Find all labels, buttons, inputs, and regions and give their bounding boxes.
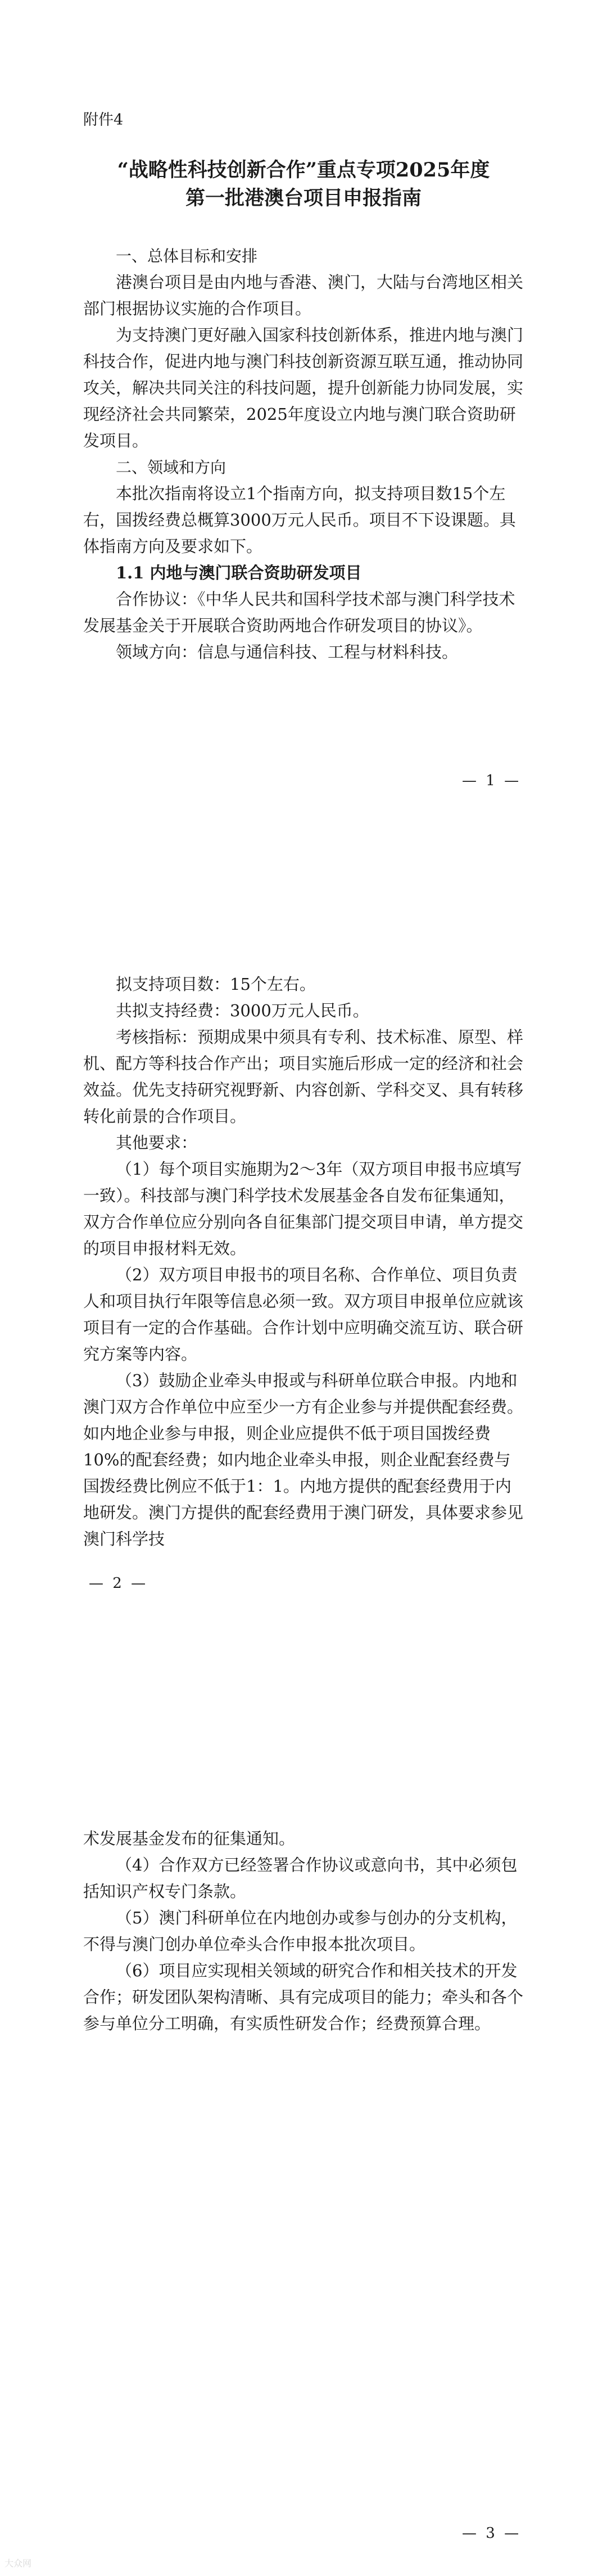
section-heading-1: 一、总体目标和安排 xyxy=(116,247,258,265)
title-line-1: “战略性科技创新合作”重点专项2025年度 xyxy=(117,159,490,182)
paragraph: 拟支持项目数：15个左右。 xyxy=(116,975,316,994)
paragraph: （3）鼓励企业牵头申报或与科研单位联合申报。内地和澳门双方合作单位中应至少一方有企业参与并提供配套经费。如内地企业参与申报，则企业应提供不低于项目国拨经费10%的配套经费；如内地企业牵头申报，则企业配套经费与国拨经费比例应不低于1：1。内地方提供的配套经费用于内地研发。澳门方提供的配套经费用于澳门研发，具体要求参见澳门科学技 xyxy=(83,1371,524,1549)
subsection-heading: 1.1 内地与澳门联合资助研发项目 xyxy=(116,563,362,582)
paragraph: 共拟支持经费：3000万元人民币。 xyxy=(116,1001,369,1020)
page-1-content xyxy=(83,243,524,665)
page-number: — 1 — xyxy=(462,772,522,789)
paragraph: 其他要求： xyxy=(116,1133,198,1152)
paragraph: 考核指标：预期成果中须具有专利、技术标准、原型、样机、配方等科技合作产出；项目实施后形成一定的经济和社会效益。优先支持研究视野新、内容创新、学科交叉、具有转移转化前景的合作项目。 xyxy=(83,1027,524,1126)
document-page-1 xyxy=(0,0,607,821)
page-3-content xyxy=(83,1826,524,2037)
watermark: 大众网 xyxy=(4,2558,32,2569)
paragraph: （4）合作双方已经签署合作协议或意向书，其中必须包括知识产权专门条款。 xyxy=(83,1855,518,1901)
paragraph: 为支持澳门更好融入国家科技创新体系，推进内地与澳门科技合作，促进内地与澳门科技创新资源互联互通，推动协同攻关，解决共同关注的科技问题，提升创新能力协同发展，实现经济社会共同繁荣，2025年度设立内地与澳门联合资助研发项目。 xyxy=(83,325,524,450)
paragraph: 合作协议：《中华人民共和国科学技术部与澳门科学技术发展基金关于开展联合资助两地合作研发项目的协议》。 xyxy=(83,590,515,635)
attachment-label: 附件4 xyxy=(83,111,124,129)
page-number: — 3 — xyxy=(462,2525,522,2542)
paragraph: 本批次指南将设立1个指南方向，拟支持项目数15个左右，国拨经费总概算3000万元人民币。项目不下设课题。具体指南方向及要求如下。 xyxy=(83,484,516,556)
section-heading-2: 二、领域和方向 xyxy=(116,458,227,477)
document-title xyxy=(0,156,607,212)
document-page-2 xyxy=(0,821,607,1697)
page-number: — 2 — xyxy=(89,1575,148,1592)
paragraph: 术发展基金发布的征集通知。 xyxy=(83,1829,296,1848)
page-2-content xyxy=(83,971,524,1552)
paragraph: （6）项目应实现相关领域的研究合作和相关技术的开发合作；研发团队架构清晰、具有完成项目的能力；牵头和各个参与单位分工明确，有实质性研发合作；经费预算合理。 xyxy=(83,1961,524,2033)
paragraph: （2）双方项目申报书的项目名称、合作单位、项目负责人和项目执行年限等信息必须一致。双方项目申报单位应就该项目有一定的合作基础。合作计划中应明确交流互访、联合研究方案等内容。 xyxy=(83,1265,524,1364)
title-line-2: 第一批港澳台项目申报指南 xyxy=(185,187,422,210)
paragraph: （1）每个项目实施期为2～3年（双方项目申报书应填写一致）。科技部与澳门科学技术发展基金各自发布征集通知，双方合作单位应分别向各自征集部门提交项目申请，单方提交的项目申报材料无效。 xyxy=(83,1160,524,1258)
document-page-3 xyxy=(0,1697,607,2576)
paragraph: 领域方向：信息与通信科技、工程与材料科技。 xyxy=(116,642,459,662)
paragraph: 港澳台项目是由内地与香港、澳门，大陆与台湾地区相关部门根据协议实施的合作项目。 xyxy=(83,273,524,318)
paragraph: （5）澳门科研单位在内地创办或参与创办的分支机构，不得与澳门创办单位牵头合作申报本批次项目。 xyxy=(83,1908,518,1954)
